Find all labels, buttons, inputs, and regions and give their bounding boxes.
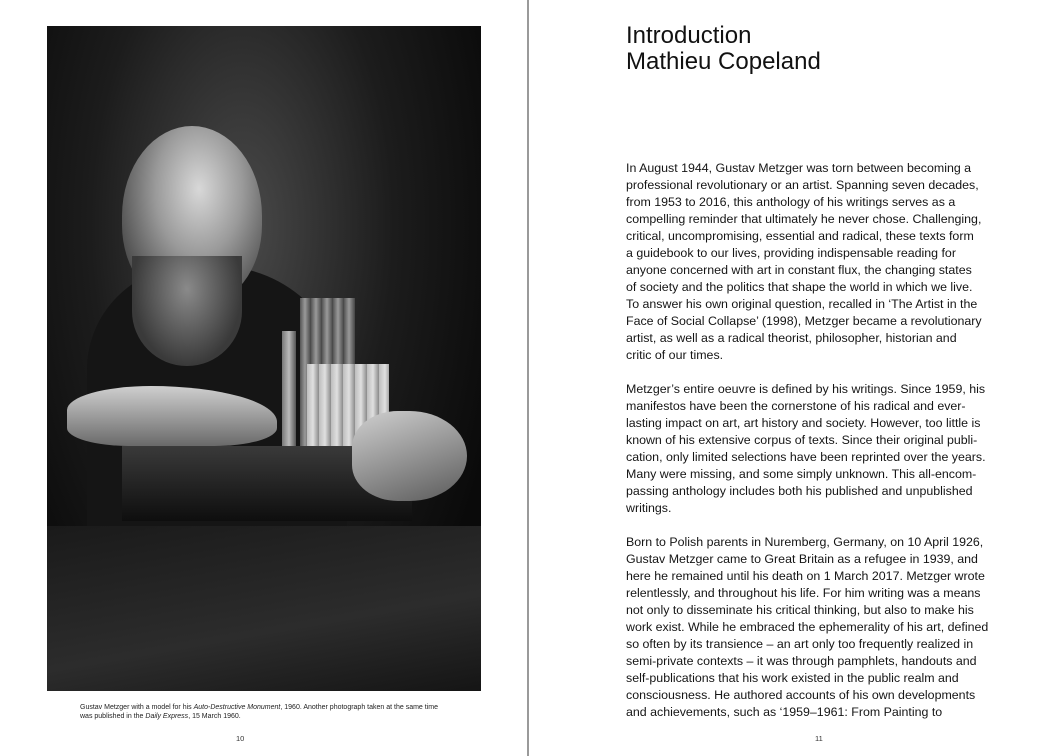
body-text bbox=[626, 160, 1026, 738]
text-line: of society and the politics that shape the world in which we live. bbox=[626, 280, 973, 294]
text-line: Gustav Metzger came to Great Britain as a refugee in 1939, and bbox=[626, 552, 978, 566]
text-line: Metzger’s entire oeuvre is defined by his writings. Since 1959, his bbox=[626, 382, 986, 396]
text-line: and achievements, such as ‘1959–1961: From Painting to bbox=[626, 705, 943, 719]
text-line: not only to disseminate his critical thinking, but also to make his bbox=[626, 603, 974, 617]
caption-text: , 15 March 1960. bbox=[188, 713, 241, 720]
text-line: consciousness. He authored accounts of his own developments bbox=[626, 688, 976, 702]
text-line: passing anthology includes both his published and unpublished bbox=[626, 484, 973, 498]
text-line: here he remained until his death on 1 March 2017. Metzger wrote bbox=[626, 569, 985, 583]
caption-text: , 1960. Another photograph taken at the same time was published in the bbox=[80, 704, 438, 720]
text-line: known of his extensive corpus of texts. Since their original publi- bbox=[626, 433, 978, 447]
text-line: critic of our times. bbox=[626, 348, 724, 362]
text-line: Many were missing, and some simply unknown. This all-encom- bbox=[626, 467, 977, 481]
paragraph bbox=[626, 534, 1026, 721]
text-line: lasting impact on art, art history and society. However, too little is bbox=[626, 416, 981, 430]
text-line: relentlessly, and throughout his life. For him writing was a means bbox=[626, 586, 981, 600]
paragraph bbox=[626, 160, 1026, 364]
text-line: artist, as well as a radical theorist, philosopher, historian and bbox=[626, 331, 957, 345]
text-line: Born to Polish parents in Nuremberg, Germany, on 10 April 1926, bbox=[626, 535, 984, 549]
text-line: writings. bbox=[626, 501, 672, 515]
text-line: Face of Social Collapse’ (1998), Metzger became a revolutionary bbox=[626, 314, 982, 328]
page-number-left: 10 bbox=[236, 734, 245, 743]
text-line: a guidebook to our lives, providing indispensable reading for bbox=[626, 246, 956, 260]
text-line: To answer his own original question, recalled in ‘The Artist in the bbox=[626, 297, 978, 311]
text-line: manifestos have been the cornerstone of his radical and ever- bbox=[626, 399, 966, 413]
caption-text: Gustav Metzger with a model for his bbox=[80, 704, 194, 711]
text-line: so often by its transience – an art only too frequently realized in bbox=[626, 637, 974, 651]
author-line: Mathieu Copeland bbox=[626, 48, 821, 75]
text-line: semi-private contexts – it was through pamphlets, handouts and bbox=[626, 654, 977, 668]
paragraph bbox=[626, 381, 1026, 517]
text-line: In August 1944, Gustav Metzger was torn between becoming a bbox=[626, 161, 972, 175]
text-line: compelling reminder that ultimately he never chose. Challenging, bbox=[626, 212, 982, 226]
page-number-right: 11 bbox=[815, 734, 823, 743]
caption-artwork-title: Auto-Destructive Monument bbox=[193, 704, 281, 711]
text-line: professional revolutionary or an artist. Spanning seven decades, bbox=[626, 178, 979, 192]
text-line: cation, only limited selections have been reprinted over the years. bbox=[626, 450, 986, 464]
text-line: anyone concerned with art in constant flux, the changing states bbox=[626, 263, 972, 277]
text-line: self-publications that his work existed in the public realm and bbox=[626, 671, 959, 685]
left-page bbox=[0, 0, 528, 756]
text-line: from 1953 to 2016, this anthology of his writings serves as a bbox=[626, 195, 956, 209]
photograph-metzger-with-model bbox=[47, 26, 481, 691]
caption-newspaper-title: Daily Express bbox=[145, 713, 189, 720]
photo-caption bbox=[80, 703, 440, 721]
text-line: critical, uncompromising, essential and radical, these texts form bbox=[626, 229, 974, 243]
chapter-title bbox=[626, 23, 821, 75]
text-line: work exist. While he embraced the ephemerality of his art, defined bbox=[626, 620, 989, 634]
title-line: Introduction bbox=[626, 22, 752, 49]
